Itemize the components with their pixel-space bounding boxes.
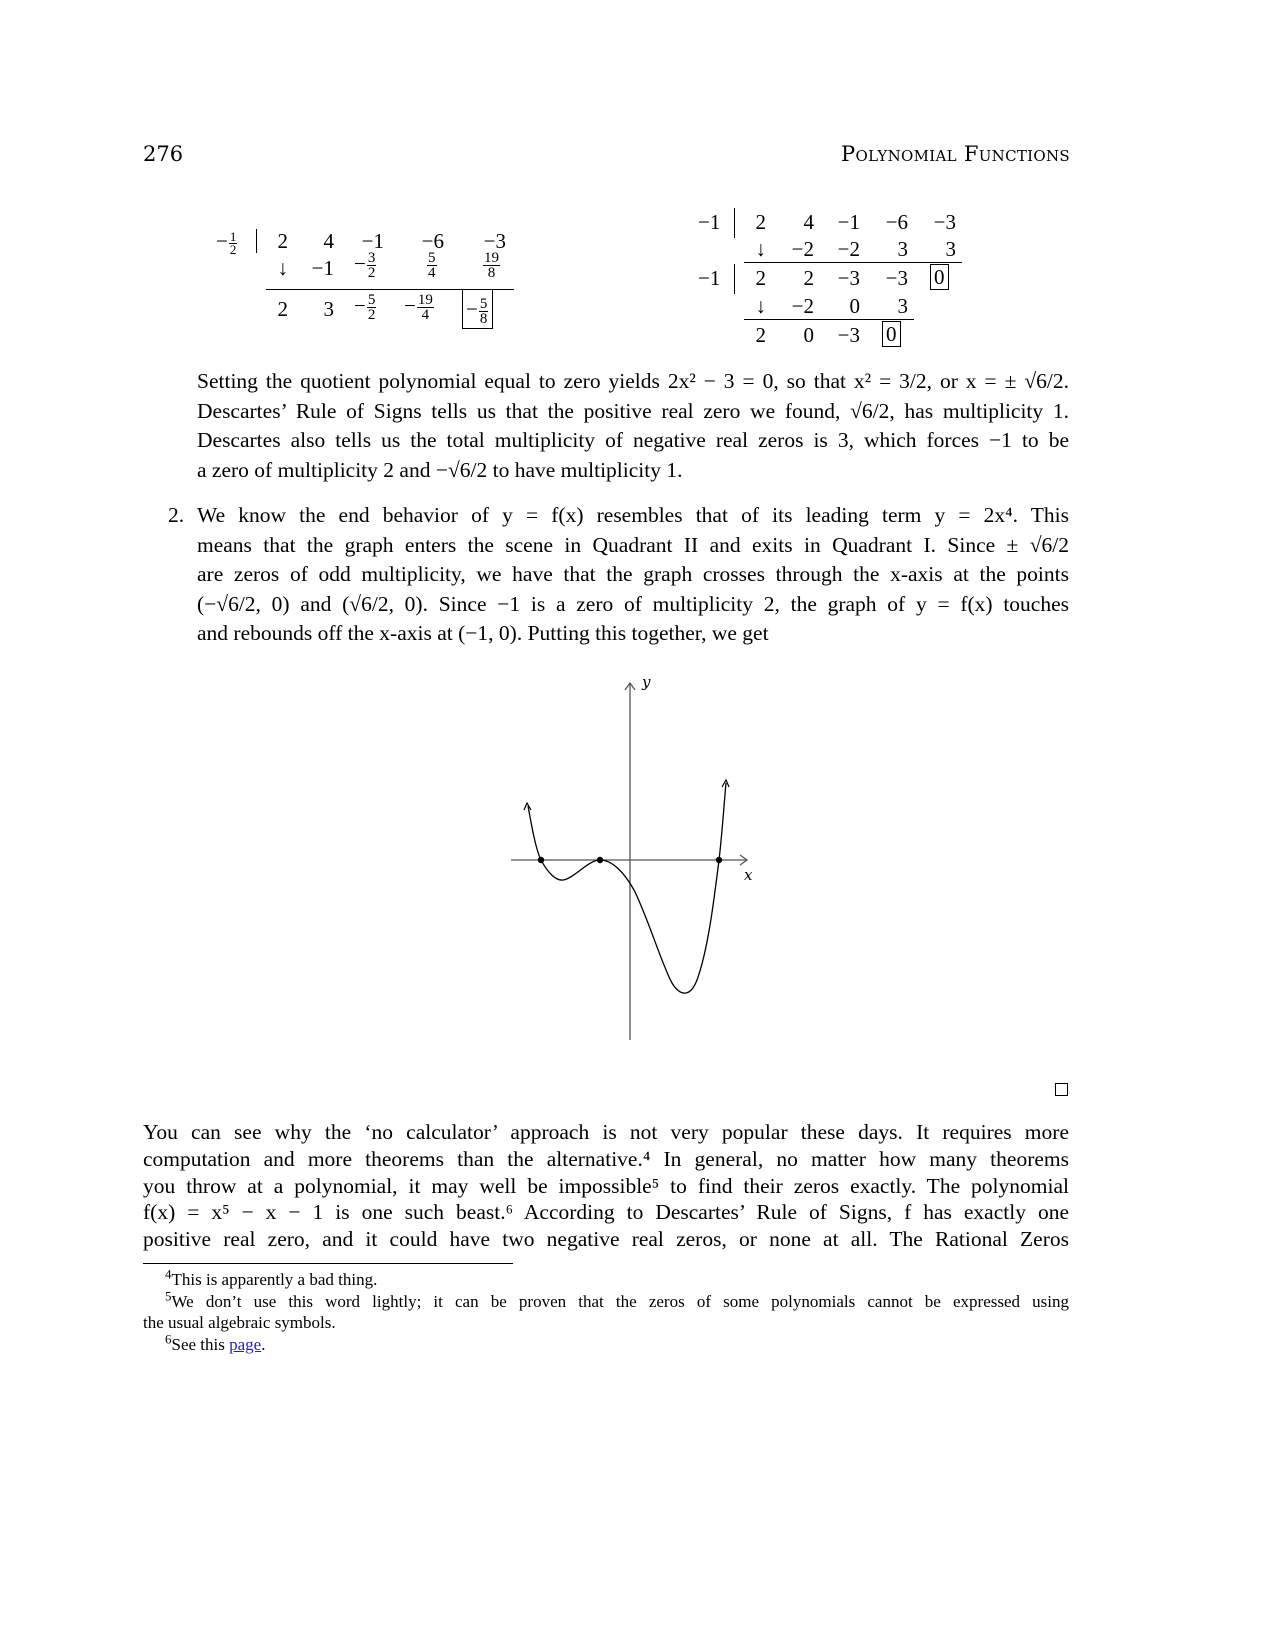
quotient-coef: 2 (803, 266, 814, 290)
text-line: You can see why the ‘no calculator’ approach is not very popular these days. It requires more (143, 1120, 1069, 1144)
sum-line (744, 262, 962, 263)
product: 3 (897, 237, 908, 261)
quotient-coef: 2 (277, 297, 288, 321)
y-axis-label: y (642, 673, 651, 691)
function-curve (528, 783, 726, 993)
coef: −3 (483, 229, 506, 253)
sum-line (744, 319, 914, 320)
footnote-text: We don’t use this word lightly; it can be proven that the zeros of some polynomials cannot be expressed using (171, 1292, 1069, 1311)
quotient-coef: −3 (837, 266, 860, 290)
down-arrow-icon: ↓ (755, 237, 766, 261)
footnote-6 (165, 1331, 266, 1355)
footnote-text: the usual algebraic symbols. (143, 1313, 336, 1332)
zero-point (597, 857, 603, 863)
product: −2 (837, 237, 860, 261)
text-line: (−√6/2, 0) and (√6/2, 0). Since −1 is a zero of multiplicity 2, the graph of y = f(x) touches (197, 591, 1069, 616)
page-link[interactable]: page (229, 1335, 262, 1354)
footnote-text: See this (171, 1335, 230, 1354)
paragraph-end-behavior (197, 501, 1069, 649)
division-bar (734, 208, 735, 238)
division-bar (256, 229, 257, 253)
polynomial-graph (500, 670, 780, 1050)
x-axis-label: x (744, 866, 753, 884)
coef: −1 (837, 210, 860, 234)
footnote-rule (143, 1263, 513, 1264)
down-arrow-icon: ↓ (277, 256, 288, 280)
product: $\frac{19}{8}$ (484, 250, 499, 281)
text-line: a zero of multiplicity 2 and −√6/2 to have multiplicity 1. (197, 457, 683, 482)
coef: −6 (885, 210, 908, 234)
y-axis (625, 683, 635, 1040)
quotient-coef: −3 (885, 266, 908, 290)
product: 3 (897, 294, 908, 318)
remainder-box: − $\frac{5}{8}$ (462, 289, 493, 329)
text-line: and rebounds off the x-axis at (−1, 0). Putting this together, we get (197, 621, 769, 645)
paragraph-quotient (197, 367, 1069, 485)
text-line: are zeros of odd multiplicity, we have that the graph crosses through the x-axis at the points (197, 562, 1069, 586)
divisor: −1 (698, 266, 721, 290)
quotient-coef: 2 (755, 266, 766, 290)
text-line: computation and more theorems than the alternative.⁴ In general, no matter how many theorems (143, 1146, 1069, 1171)
zero-point (716, 857, 722, 863)
divisor: − $\frac{1}{2}$ (216, 228, 237, 257)
product: $\frac{5}{4}$ (428, 250, 436, 281)
quotient-coef: 0 (803, 323, 814, 347)
text-line: Descartes’ Rule of Signs tells us that the positive real zero we found, √6/2, has multiplicity 1. (197, 398, 1069, 423)
text-line: We know the end behavior of y = f(x) resembles that of its leading term y = 2x⁴. This (197, 503, 1069, 527)
remainder-box: 0 (930, 264, 949, 290)
coef: 4 (323, 229, 334, 253)
text-line: Setting the quotient polynomial equal to zero yields 2x² − 3 = 0, so that x² = 3/2, or x = ± √6/2. (197, 369, 1069, 393)
footnote-mark: 4 (165, 1266, 172, 1282)
footnote-mark: 5 (165, 1288, 172, 1304)
coef: −6 (421, 229, 444, 253)
footnote-text: This is apparently a bad thing. (171, 1270, 378, 1289)
paragraph-no-calculator (143, 1119, 1069, 1253)
footnote-4 (165, 1266, 378, 1290)
text-line: positive real zero, and it could have two negative real zeros, or none at all. The Rational Zeros (143, 1227, 1069, 1252)
coef: 4 (803, 210, 814, 234)
footnote-punct: . (261, 1335, 266, 1354)
zero-point (538, 857, 544, 863)
footnote-5 (143, 1288, 1069, 1333)
text-line: means that the graph enters the scene in Quadrant II and exits in Quadrant I. Since ± √6/2 (197, 532, 1069, 557)
running-title: Polynomial Functions (841, 142, 1070, 166)
coef: 2 (277, 229, 288, 253)
text-line: you throw at a polynomial, it may well be impossible⁵ to find their zeros exactly. The polynomial (143, 1173, 1069, 1198)
page-number: 276 (143, 142, 184, 166)
product: 3 (945, 237, 956, 261)
coef: −3 (933, 210, 956, 234)
quotient-coef: 2 (755, 323, 766, 347)
text-line: f(x) = x⁵ − x − 1 is one such beast.⁶ According to Descartes’ Rule of Signs, f has exactly one (143, 1200, 1069, 1225)
product: 0 (849, 294, 860, 318)
down-arrow-icon: ↓ (755, 294, 766, 318)
coef: −1 (361, 229, 384, 253)
product: − $\frac{3}{2}$ (354, 250, 376, 281)
product: −2 (791, 237, 814, 261)
text-line: Descartes also tells us the total multiplicity of negative real zeros is 3, which forces −1 to be (197, 428, 1069, 452)
list-item-number: 2. (168, 503, 185, 527)
coef: 2 (755, 210, 766, 234)
divisor: −1 (698, 210, 721, 234)
quotient-coef: − $\frac{19}{4}$ (404, 292, 433, 323)
quotient-coef: 3 (323, 297, 334, 321)
division-bar (734, 264, 735, 294)
quotient-coef: −3 (837, 323, 860, 347)
x-axis (511, 855, 747, 865)
product: −2 (791, 294, 814, 318)
remainder-box: 0 (882, 321, 901, 347)
qed-box-icon (1055, 1083, 1068, 1096)
quotient-coef: − $\frac{5}{2}$ (354, 292, 376, 323)
product: −1 (311, 256, 334, 280)
footnote-mark: 6 (165, 1331, 172, 1347)
